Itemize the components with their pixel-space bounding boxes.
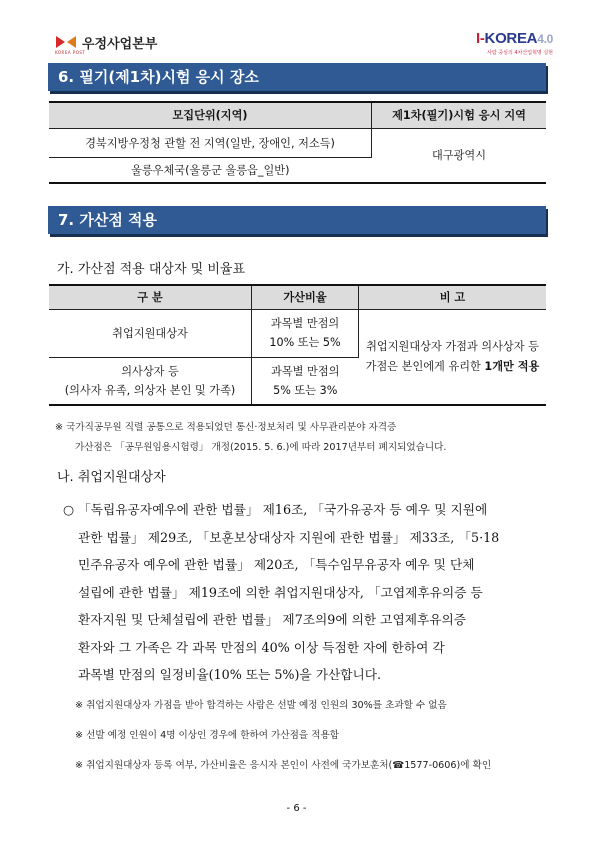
note-line: ※ 선발 예정 인원이 4명 이상인 경우에 한하여 가산점을 적용함 (75, 730, 340, 741)
bonus-ratio-table (49, 284, 546, 406)
table-header: 모집단위(지역) (49, 102, 372, 128)
table-header: 구 분 (49, 285, 252, 309)
table-cell: 의사상자 등 (의사자 유족, 의상자 본인 및 가족) (49, 357, 252, 405)
section6-title: 6. 필기(제1차)시험 응시 장소 (48, 63, 546, 91)
paragraph-line: 설립에 관한 법률」 제19조에 의한 취업지원대상자, 「고엽제후유의증 등 (78, 584, 483, 600)
ratio-cell: 과목별 만점의 10% 또는 5% (252, 309, 359, 357)
org-logo (55, 33, 185, 53)
org-sub: KOREA POST (55, 50, 86, 55)
note-line: ※ 취업지원대상자 등록 여부, 가산비율은 응시자 본인이 사전에 국가보훈처(☎1577-0606)에 확인 (75, 760, 492, 771)
eligibility-paragraph (63, 496, 553, 689)
i-korea-wordmark: I-KOREA4.0 (475, 30, 553, 47)
paragraph-line: 과목별 만점의 일정비율(10% 또는 5%)을 가산합니다. (78, 667, 382, 682)
subheading-b: 나. 취업지원대상자 (57, 470, 166, 485)
table-header: 비 고 (359, 285, 547, 309)
korea-post-mark-icon (55, 35, 77, 49)
org-name: 우정사업본부 (82, 37, 158, 52)
table-header: 제1차(필기)시험 응시 지역 (372, 102, 547, 128)
location-cell: 대구광역시 (372, 128, 547, 183)
exam-location-table (49, 101, 546, 184)
table-header: 가산비율 (252, 285, 359, 309)
i-korea-tagline: 사람 중심의 4차산업혁명 실현 (487, 50, 553, 56)
paragraph-line: 민주유공자 예우에 관한 법률」 제20조, 「특수임무유공자 예우 및 단체 (78, 557, 475, 572)
table-cell: 경북지방우정청 관할 전 지역(일반, 장애인, 저소득) (49, 128, 372, 157)
note-line: 가산점은 「공무원임용시험령」 개정(2015. 5. 6.)에 따라 2017년부터 폐지되었습니다. (75, 442, 447, 453)
remark-cell: 취업지원대상자 가점과 의사상자 등 가점은 본인에게 유리한 1개만 적용 (359, 309, 547, 405)
subheading-a: 가. 가산점 적용 대상자 및 비율표 (57, 262, 246, 277)
paragraph-line: 관한 법률」 제29조, 「보훈보상대상자 지원에 관한 법률」 제33조, 「5·18 (78, 529, 500, 545)
note-line: ※ 취업지원대상자 가점을 받아 합격하는 사람은 선발 예정 인원의 30%를 초과할 수 없음 (75, 700, 447, 711)
paragraph-line: 환자지원 및 단체설립에 관한 법률」 제7조의9에 의한 고엽제후유의증 (78, 612, 466, 627)
table-cell: 울릉우체국(울릉군 울릉읍_일반) (49, 157, 372, 183)
page-number: - 6 - (286, 803, 307, 814)
ratio-cell: 과목별 만점의 5% 또는 3% (252, 357, 359, 405)
i-korea-logo (463, 30, 553, 58)
paragraph-line: ○ 「독립유공자예우에 관한 법률」 제16조, 「국가유공자 등 예우 및 지원에 (63, 502, 488, 517)
paragraph-line: 환자와 그 가족은 각 과목 만점의 40% 이상 득점한 자에 한하여 각 (78, 639, 445, 655)
section7-title: 7. 가산점 적용 (48, 206, 546, 234)
note-line: ※ 국가직공무원 직렬 공통으로 적용되었던 통신·정보처리 및 사무관리분야 자격증 (55, 422, 397, 433)
table-cell: 취업지원대상자 (49, 309, 252, 357)
